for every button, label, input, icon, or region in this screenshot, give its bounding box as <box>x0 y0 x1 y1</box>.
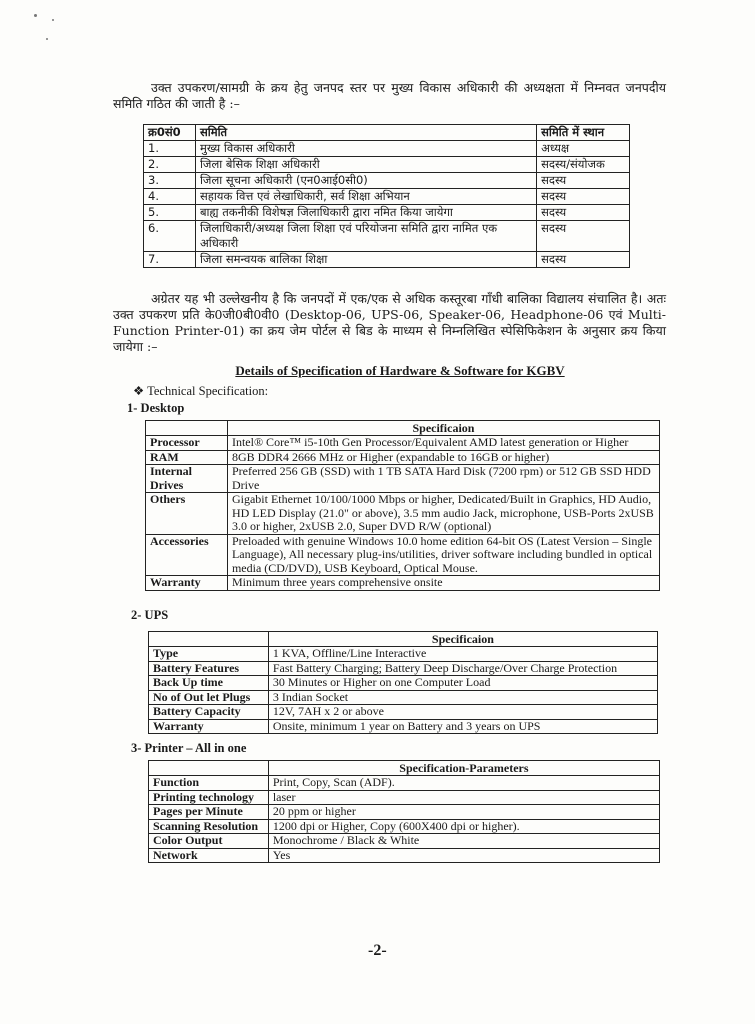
table-cell: जिलाधिकारी/अध्यक्ष जिला शिक्षा एवं परियोजना समिति द्वारा नामित एक अधिकारी <box>195 221 536 252</box>
desktop-title: 1- Desktop <box>127 401 185 415</box>
ups-spec-table <box>148 631 658 734</box>
table-row <box>149 661 658 676</box>
spec-value: Minimum three years comprehensive onsite <box>227 576 659 591</box>
table-cell: जिला बेसिक शिक्षा अधिकारी <box>195 157 536 173</box>
table-row <box>144 252 630 268</box>
table-row <box>144 173 630 189</box>
printer-spec-table <box>148 760 660 863</box>
spec-label: Others <box>146 493 228 535</box>
second-paragraph: अग्रेतर यह भी उल्लेखनीय है कि जनपदों में एक/एक से अधिक कस्तूरबा गाँधी बालिका विद्यालय संचालित है। अतः उक्त उपकरण प्रति के0जी0बी0वी0 (Desktop-06, UPS-06, Speaker-06, Headphone-06 एवं Multi-Function Printer-01) का क्रय जेम पोर्टल से बिड के माध्यम से निम्नलिखित स्पेसिफिकेशन के अनुसार क्रय किया जायेगा :– <box>113 291 666 354</box>
spec-value: Onsite, minimum 1 year on Battery and 3 years on UPS <box>268 719 657 734</box>
committee-header-cell: समिति <box>195 125 536 141</box>
intro-paragraph: उक्त उपकरण/सामग्री के क्रय हेतु जनपद स्तर पर मुख्य विकास अधिकारी की अध्यक्षता में निम्नवत जनपदीय समिति गठित की जाती है :– <box>113 80 666 111</box>
table-row <box>149 790 660 805</box>
spec-header-row <box>146 421 660 436</box>
table-row <box>149 776 660 791</box>
table-row <box>149 848 660 863</box>
printer-title: 3- Printer – All in one <box>131 741 247 755</box>
spec-value: Fast Battery Charging; Battery Deep Discharge/Over Charge Protection <box>268 661 657 676</box>
table-row <box>144 141 630 157</box>
table-row <box>146 450 660 465</box>
table-cell: जिला सूचना अधिकारी (एन0आई0सी0) <box>195 173 536 189</box>
spec-header: Specificaion <box>227 421 659 436</box>
table-row <box>149 834 660 849</box>
spec-label: Internal Drives <box>146 465 228 493</box>
spec-value: 12V, 7AH x 2 or above <box>268 705 657 720</box>
spec-value: Intel® Core™ i5-10th Gen Processor/Equivalent AMD latest generation or Higher <box>227 436 659 451</box>
table-cell: मुख्य विकास अधिकारी <box>195 141 536 157</box>
table-row <box>146 465 660 493</box>
table-cell: 6. <box>144 221 196 252</box>
spec-label: Type <box>149 647 269 662</box>
table-cell: 5. <box>144 205 196 221</box>
table-cell: सदस्य <box>537 173 630 189</box>
spec-label: RAM <box>146 450 228 465</box>
table-cell: जिला समन्वयक बालिका शिक्षा <box>195 252 536 268</box>
spec-heading: Details of Specification of Hardware & Software for KGBV <box>235 363 565 378</box>
committee-header-cell: समिति में स्थान <box>537 125 630 141</box>
table-cell: सदस्य/संयोजक <box>537 157 630 173</box>
scan-speck <box>46 38 48 40</box>
spec-label: Battery Capacity <box>149 705 269 720</box>
spec-label: Function <box>149 776 269 791</box>
spec-value: 1200 dpi or Higher, Copy (600X400 dpi or higher). <box>268 819 659 834</box>
table-row <box>149 819 660 834</box>
table-cell: सदस्य <box>537 221 630 252</box>
spec-value: Preloaded with genuine Windows 10.0 home edition 64-bit OS (Latest Version – Single Language), All necessary plug-ins/utilities, driver software including bundled in optical media (CD/DVD), USB Keyboard, Optical Mouse. <box>227 534 659 576</box>
table-row <box>144 189 630 205</box>
table-cell: 3. <box>144 173 196 189</box>
table-row <box>146 493 660 535</box>
table-row <box>149 719 658 734</box>
table-row <box>146 576 660 591</box>
table-cell: अध्यक्ष <box>537 141 630 157</box>
spec-header: Specification-Parameters <box>268 761 659 776</box>
table-row <box>146 436 660 451</box>
table-cell: सदस्य <box>537 189 630 205</box>
technical-spec-label: ❖ Technical Specification: <box>133 384 269 398</box>
table-cell: 2. <box>144 157 196 173</box>
spec-header-row <box>149 632 658 647</box>
table-row <box>146 534 660 576</box>
table-row <box>144 205 630 221</box>
spec-header-row <box>149 761 660 776</box>
spec-value: Yes <box>268 848 659 863</box>
table-cell: सदस्य <box>537 205 630 221</box>
spec-label: Warranty <box>146 576 228 591</box>
spec-value: 3 Indian Socket <box>268 690 657 705</box>
page-number: -2- <box>368 942 387 959</box>
spec-value: Preferred 256 GB (SSD) with 1 TB SATA Hard Disk (7200 rpm) or 512 GB SSD HDD Drive <box>227 465 659 493</box>
committee-header-row <box>144 125 630 141</box>
spec-label: Processor <box>146 436 228 451</box>
table-cell: सहायक वित्त एवं लेखाधिकारी, सर्व शिक्षा अभियान <box>195 189 536 205</box>
table-row <box>144 157 630 173</box>
table-cell: 4. <box>144 189 196 205</box>
table-cell: 7. <box>144 252 196 268</box>
spec-label: Pages per Minute <box>149 805 269 820</box>
table-cell: 1. <box>144 141 196 157</box>
spec-label: Color Output <box>149 834 269 849</box>
scan-speck <box>34 14 37 17</box>
committee-table <box>143 124 630 268</box>
table-row <box>149 676 658 691</box>
spec-label: Network <box>149 848 269 863</box>
spec-label: Printing technology <box>149 790 269 805</box>
spec-header: Specificaion <box>268 632 657 647</box>
scan-speck <box>52 19 54 21</box>
spec-label: Accessories <box>146 534 228 576</box>
spec-value: Print, Copy, Scan (ADF). <box>268 776 659 791</box>
spec-label: Warranty <box>149 719 269 734</box>
spec-label: No of Out let Plugs <box>149 690 269 705</box>
desktop-spec-table <box>145 420 660 591</box>
spec-label: Back Up time <box>149 676 269 691</box>
table-row <box>149 805 660 820</box>
table-row <box>149 705 658 720</box>
spec-value: 1 KVA, Offline/Line Interactive <box>268 647 657 662</box>
spec-value: 8GB DDR4 2666 MHz or Higher (expandable to 16GB or higher) <box>227 450 659 465</box>
table-cell: सदस्य <box>537 252 630 268</box>
table-row <box>144 221 630 252</box>
table-row <box>149 647 658 662</box>
spec-label: Battery Features <box>149 661 269 676</box>
table-row <box>149 690 658 705</box>
spec-value: 30 Minutes or Higher on one Computer Load <box>268 676 657 691</box>
spec-value: laser <box>268 790 659 805</box>
spec-value: Monochrome / Black & White <box>268 834 659 849</box>
table-cell: बाह्य तकनीकी विशेषज्ञ जिलाधिकारी द्वारा नमित किया जायेगा <box>195 205 536 221</box>
spec-value: Gigabit Ethernet 10/100/1000 Mbps or higher, Dedicated/Built in Graphics, HD Audio, HD LED Display (21.0" or above), 3.5 mm audio Jack, microphone, USB-Ports 2xUSB 3.0 or higher, 2xUSB 2.0, Super DVD R/W (optional) <box>227 493 659 535</box>
spec-value: 20 ppm or higher <box>268 805 659 820</box>
ups-title: 2- UPS <box>131 608 169 622</box>
committee-header-cell: क्र0सं0 <box>144 125 196 141</box>
spec-label: Scanning Resolution <box>149 819 269 834</box>
